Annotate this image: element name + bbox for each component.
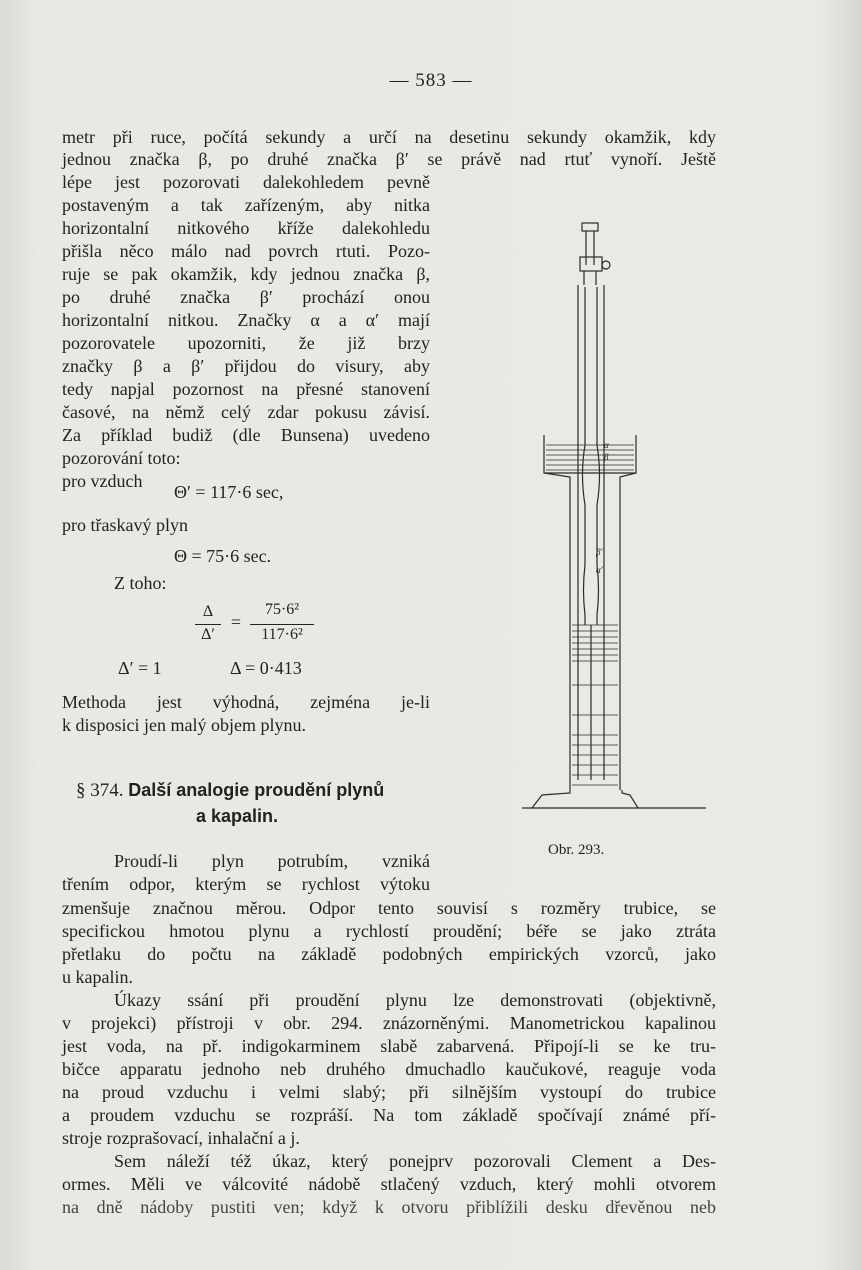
text-line: třením odpor, kterým se rychlost výtoku [62, 874, 430, 894]
text-line: Methoda jest výhodná, zejména je-li [62, 692, 430, 712]
text-line: horizontalní nitkového kříže dalekohledu [62, 218, 430, 238]
figure-label-beta: β [604, 452, 609, 462]
text-line: jest voda, na př. indigokarminem slabě zabarvená. Připojí-li se ke tru- [62, 1036, 716, 1056]
section-title: Další analogie proudění plynů [128, 780, 385, 800]
text-line: pro vzduch [62, 471, 143, 491]
text-line: stroje rozprašovací, inhalační a j. [62, 1128, 300, 1148]
figure-label-alpha-prime: α′ [596, 565, 603, 575]
text-line: přišla něco málo nad povrch rtuti. Pozo- [62, 241, 430, 261]
equation-delta: Δ = 0·413 [230, 658, 302, 678]
figure-label-beta-prime: β′ [596, 547, 603, 557]
figure-apparatus [520, 205, 710, 825]
text-line: v projekci) přístroji v obr. 294. znázorněnými. Manometrickou kapalinou [62, 1013, 716, 1033]
text-line: na dně nádoby pustiti ven; když k otvoru přiblížili desku dřevěnou neb [62, 1197, 716, 1217]
text-line: pro třaskavý plyn [62, 515, 188, 535]
text-line: k disposici jen malý objem plynu. [62, 715, 306, 735]
text-line: specifickou hmotou plynu a rychlostí proudění; béře se jako ztráta [62, 921, 716, 941]
section-title: a kapalin. [196, 806, 279, 826]
text-line: Z toho: [114, 573, 167, 593]
fraction-bar [195, 624, 221, 625]
text-line: časové, na němž celý zdar pokusu závisí. [62, 402, 430, 422]
equation-delta-prime: Δ′ = 1 [118, 658, 162, 678]
text-line: jednou značka β, po druhé značka β′ se právě nad rtuť vynoří. Ještě [62, 149, 716, 169]
section-heading-continued [196, 806, 278, 828]
text-line: Proudí-li plyn potrubím, vzniká [114, 851, 430, 871]
fraction-right-denominator: 117·6² [261, 626, 303, 643]
base-foot-left [532, 790, 570, 808]
text-line: pozorovatele upozorniti, že již brzy [62, 333, 430, 353]
text-line: po druhé značka β′ prochází onou [62, 287, 430, 307]
text-line: Sem náleží též úkaz, který ponejprv pozorovali Clement a Des- [114, 1151, 716, 1171]
section-number: § 374. [76, 780, 124, 801]
text-line: značky β a β′ přijdou do visury, aby [62, 356, 430, 376]
text-line: přetlaku do počtu na základě podobných empirických vzorců, jako [62, 944, 716, 964]
base-foot-right [622, 790, 638, 808]
text-line: na proud vzduchu i velmi slabý; při silnějším vystoupí do trubice [62, 1082, 716, 1102]
text-line: u kapalin. [62, 967, 133, 987]
fraction-right-numerator: 75·6² [264, 601, 300, 618]
text-line: Za příklad budiž (dle Bunsena) uvedeno [62, 425, 430, 445]
text-line: horizontalní nitkou. Značky α a α′ mají [62, 310, 430, 330]
cylinder-right [620, 435, 636, 790]
figure-label-alpha: α [604, 440, 609, 450]
figure-caption: Obr. 293. [548, 842, 605, 858]
section-heading [76, 780, 384, 802]
fraction-left-numerator: Δ [202, 603, 214, 620]
equals-sign: = [230, 612, 242, 632]
fraction-bar [250, 624, 314, 625]
text-line: metr při ruce, počítá sekundy a určí na desetinu sekundy okamžik, kdy [62, 127, 716, 147]
text-line: ruje se pak okamžik, kdy jednou značka β, [62, 264, 430, 284]
text-line: lépe jest pozorovati dalekohledem pevně [62, 172, 430, 192]
equation-theta: Θ = 75·6 sec. [174, 546, 272, 566]
text-line: Úkazy ssání při proudění plynu lze demonstrovati (objektivně, [114, 990, 716, 1010]
text-line: pozorování toto: [62, 448, 181, 468]
page-number: — 583 — [389, 70, 473, 91]
text-line: zmenšuje značnou měrou. Odpor tento souvisí s rozměry trubice, se [62, 898, 716, 918]
fraction-left-denominator: Δ′ [201, 626, 215, 643]
text-line: a proudem vzduchu se rozpráší. Na tom základě spočívají známé pří- [62, 1105, 716, 1125]
cylinder-left [544, 435, 570, 790]
text-line: ormes. Měli ve válcovité nádobě stlačený vzduch, který mohli otvorem [62, 1174, 716, 1194]
equation-theta-prime: Θ′ = 117·6 sec, [174, 482, 284, 502]
bulb-left [583, 287, 586, 625]
text-line: tedy napjal pozornost na přesné stanovení [62, 379, 430, 399]
text-line: bičce apparatu jednoho neb druhého dmuchadlo kaučukové, reaguje voda [62, 1059, 716, 1079]
text-line: postaveným a tak zařízeným, aby nitka [62, 195, 430, 215]
